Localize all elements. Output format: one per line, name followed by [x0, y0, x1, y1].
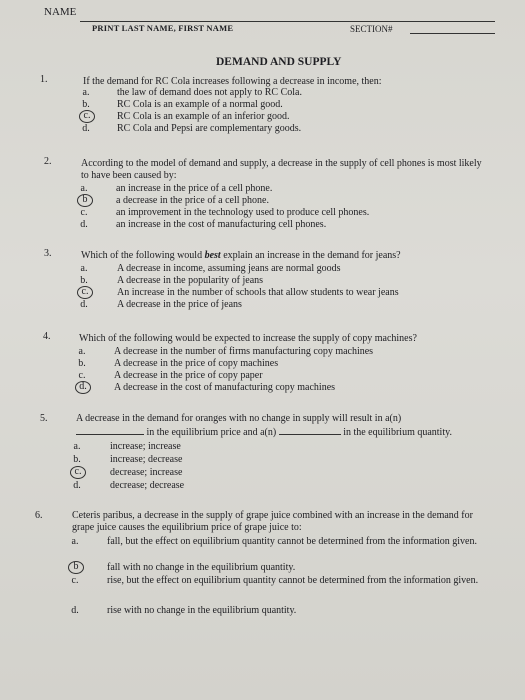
option-text: A decrease in the price of copy paper: [114, 370, 263, 381]
question-number: 6.: [35, 510, 43, 521]
option-letter-circled: c.: [70, 466, 86, 479]
option-text: A decrease in the popularity of jeans: [117, 275, 264, 286]
option-text: decrease; increase: [110, 467, 183, 478]
option-text: an increase in the cost of manufacturing cell phones.: [116, 219, 327, 230]
option-text: A decrease in the cost of manufacturing copy machines: [114, 382, 336, 393]
question-number: 5.: [40, 413, 48, 424]
option-text: RC Cola and Pepsi are complementary goods.: [117, 123, 302, 134]
option-letter-circled: b: [77, 194, 93, 207]
question-number: 1.: [40, 74, 48, 85]
option-letter-circled: d.: [75, 381, 91, 394]
option-text: rise with no change in the equilibrium quantity.: [107, 605, 297, 616]
option-text: fall, but the effect on equilibrium quantity cannot be determined from the information given.: [107, 536, 477, 547]
option-letter-circled: c.: [77, 286, 93, 299]
option-letter: a.: [82, 87, 90, 98]
question-stem: Ceteris paribus, a decrease in the supply of grape juice combined with an increase in the demand for grape juice causes the equilibrium price of grape juice to:: [72, 510, 473, 533]
option-text: rise, but the effect on equilibrium quantity cannot be determined from the information given.: [107, 575, 479, 586]
emphasis-best: best: [204, 250, 221, 261]
option-text: RC Cola is an example of a normal good.: [117, 99, 283, 110]
question-stem: Which of the following would best explain an increase in the demand for jeans?: [81, 250, 401, 261]
option-text: RC Cola is an example of an inferior good.: [117, 111, 290, 122]
option-letter: d.: [82, 123, 90, 134]
option-text: A decrease in income, assuming jeans are normal goods: [117, 263, 341, 274]
option-letter: a.: [80, 263, 88, 274]
answer-blank: [76, 425, 144, 435]
question-stem: If the demand for RC Cola increases following a decrease in income, then:: [83, 76, 382, 87]
section-line: [410, 33, 495, 34]
option-letter: a.: [73, 441, 81, 452]
option-letter: c.: [78, 370, 86, 381]
question-stem: Which of the following would be expected to increase the supply of copy machines?: [79, 333, 417, 344]
option-text: an increase in the price of a cell phone.: [116, 183, 273, 194]
question-4: [0, 331, 525, 401]
page-title: DEMAND AND SUPPLY: [216, 56, 342, 68]
option-letter: a.: [78, 346, 86, 357]
option-letter: a.: [80, 183, 88, 194]
question-6: [0, 510, 525, 630]
option-letter: b.: [80, 275, 88, 286]
option-letter: d.: [80, 299, 88, 310]
option-text: fall with no change in the equilibrium quantity.: [107, 562, 296, 573]
option-letter: d.: [80, 219, 88, 230]
question-stem: A decrease in the demand for oranges with no change in supply will result in a(n) in the equilibrium price and a(n) in the equilibrium quantity.: [76, 413, 452, 438]
question-number: 2.: [44, 156, 52, 167]
option-text: a decrease in the price of a cell phone.: [116, 195, 269, 206]
option-letter: c.: [80, 207, 88, 218]
option-text: A decrease in the price of copy machines: [114, 358, 279, 369]
question-2: [0, 156, 525, 236]
answer-blank: [279, 425, 341, 435]
option-text: increase; increase: [110, 441, 181, 452]
question-3: [0, 248, 525, 318]
option-letter-circled: c.: [79, 110, 95, 123]
option-letter-circled: b: [68, 561, 84, 574]
question-number: 4.: [43, 331, 51, 342]
option-letter: b.: [73, 454, 81, 465]
option-text: increase; decrease: [110, 454, 183, 465]
option-text: A decrease in the number of firms manufacturing copy machines: [114, 346, 374, 357]
option-letter: b.: [78, 358, 86, 369]
question-1: [0, 74, 525, 154]
option-text: decrease; decrease: [110, 480, 185, 491]
option-text: an improvement in the technology used to produce cell phones.: [116, 207, 370, 218]
question-number: 3.: [44, 248, 52, 259]
option-letter: c.: [71, 575, 79, 586]
name-label: NAME: [44, 6, 77, 18]
option-text: A decrease in the price of jeans: [117, 299, 242, 310]
option-letter: d.: [71, 605, 79, 616]
name-line: [80, 21, 495, 22]
option-text: An increase in the number of schools that allow students to wear jeans: [117, 287, 399, 298]
print-name-label: PRINT LAST NAME, FIRST NAME: [92, 23, 234, 33]
option-letter: b.: [82, 99, 90, 110]
section-label: SECTION#: [350, 24, 393, 34]
question-stem: According to the model of demand and supply, a decrease in the supply of cell phones is most likely to have been caused by:: [81, 158, 482, 181]
option-letter: d.: [73, 480, 81, 491]
question-5: [0, 413, 525, 497]
option-letter: a.: [71, 536, 79, 547]
option-text: the law of demand does not apply to RC Cola.: [117, 87, 302, 98]
